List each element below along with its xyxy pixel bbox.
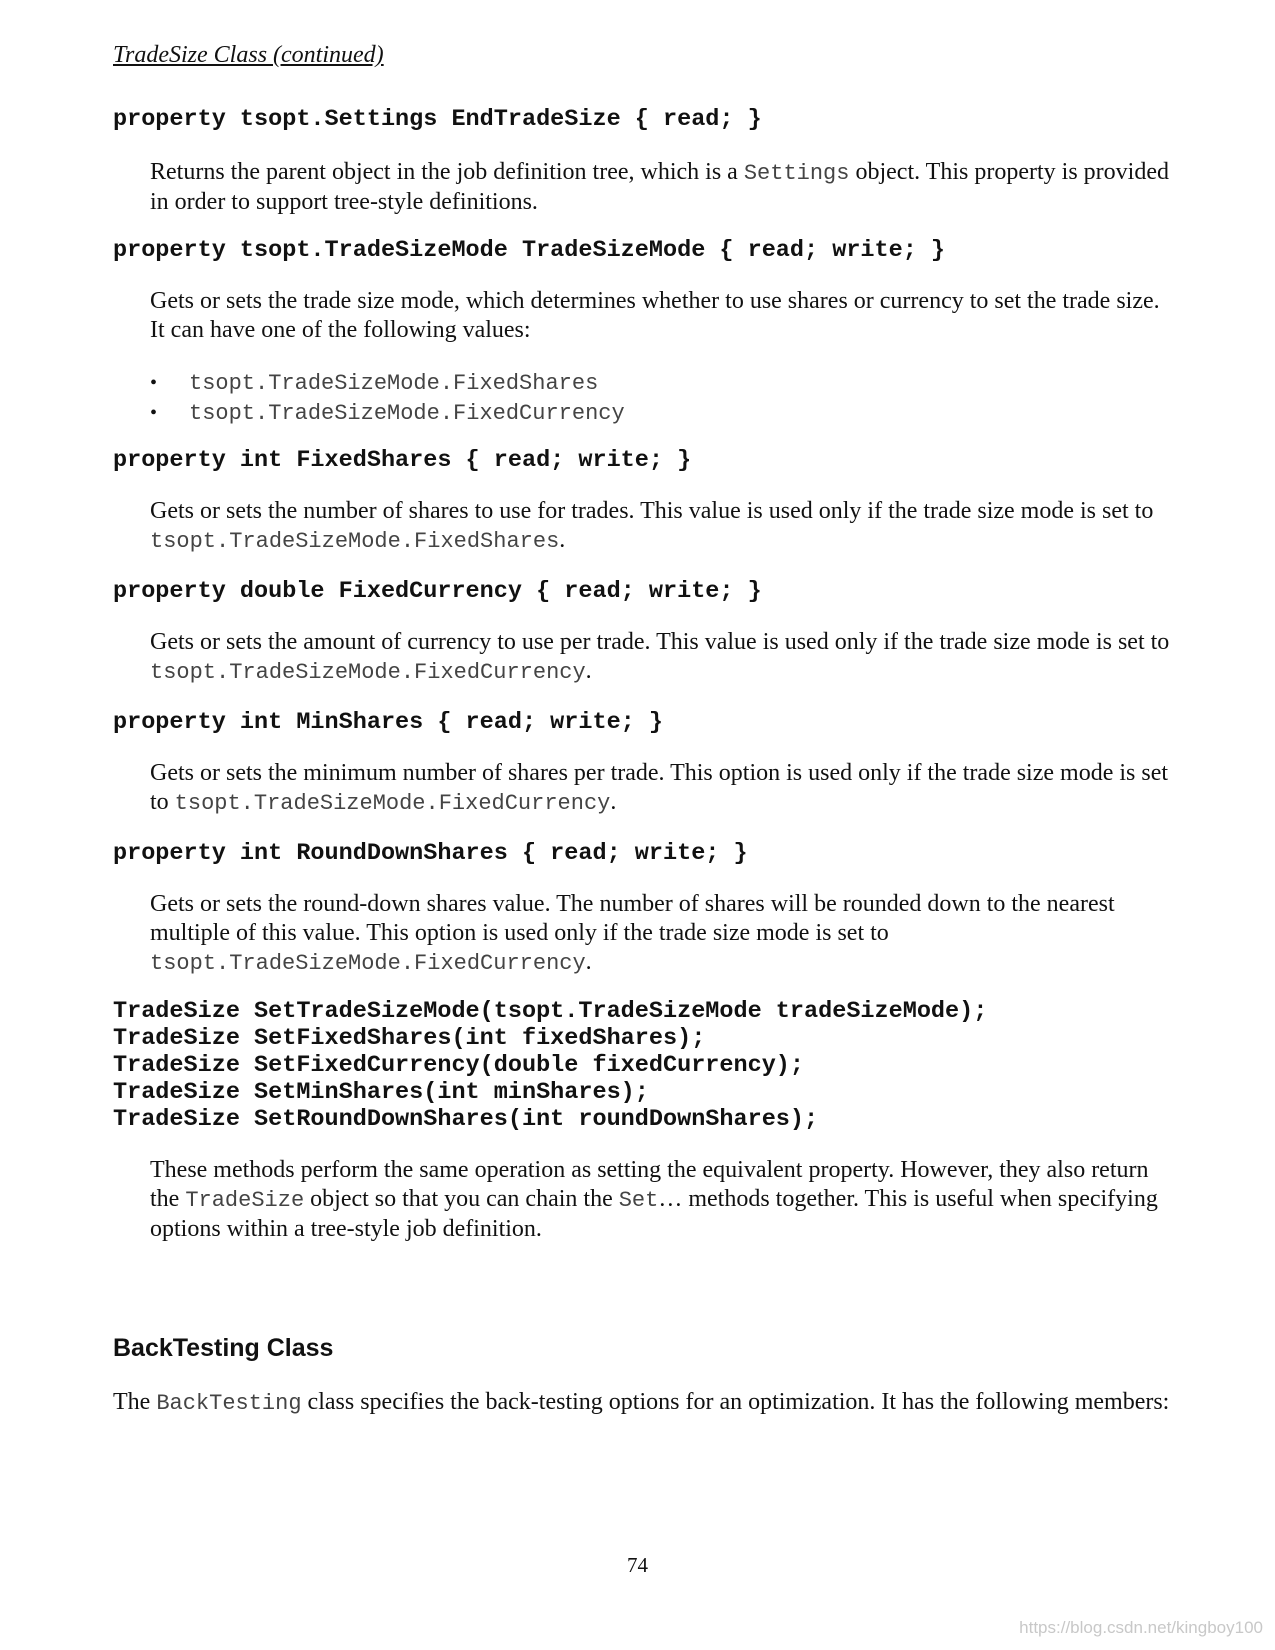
tradesizemode-values-list: [150, 368, 625, 428]
property-description-fixedcurrency: [150, 628, 1170, 687]
property-signature-minshares: property int MinShares { read; write; }: [113, 709, 663, 736]
list-item: [150, 398, 625, 428]
property-signature-tradesizemode: property tsopt.TradeSizeMode TradeSizeMode { read; write; }: [113, 237, 946, 264]
description-text: … methods together. This is useful when specifying options within a tree-style job definition.: [150, 1186, 1158, 1242]
property-description-fixedshares: [150, 497, 1170, 556]
property-signature-fixedcurrency: property double FixedCurrency { read; write; }: [113, 578, 762, 605]
method-signature-settradesizemode: TradeSize SetTradeSizeMode(tsopt.TradeSizeMode tradeSizeMode);: [113, 998, 988, 1025]
inline-code: tsopt.TradeSizeMode.FixedCurrency: [150, 660, 586, 685]
description-text: class specifies the back-testing options for an optimization. It has the following members:: [301, 1389, 1170, 1415]
bullet-icon: •: [150, 402, 158, 424]
description-text: Gets or sets the amount of currency to use per trade. This value is used only if the trade size mode is set to: [150, 629, 1170, 655]
property-signature-rounddownshares: property int RoundDownShares { read; write; }: [113, 840, 748, 867]
inline-code: tsopt.TradeSizeMode.FixedShares: [150, 529, 560, 554]
inline-code: BackTesting: [156, 1391, 302, 1416]
page-number: 74: [627, 1553, 648, 1577]
description-text: Gets or sets the minimum number of shares per trade. This option is used only if the trade size mode is set to: [150, 760, 1169, 815]
property-description-rounddownshares: [150, 890, 1170, 978]
description-text: Gets or sets the number of shares to use for trades. This value is used only if the trade size mode is set to: [150, 498, 1154, 524]
description-text: .: [610, 789, 617, 815]
description-text: object. This property is provided in order to support tree-style definitions.: [150, 159, 1169, 215]
description-text: Returns the parent object in the job definition tree, which is a: [150, 159, 744, 185]
inline-code: tsopt.TradeSizeMode.FixedCurrency: [150, 951, 586, 976]
bullet-icon: •: [150, 372, 158, 394]
inline-code: TradeSize: [185, 1188, 305, 1213]
methods-description: [150, 1156, 1170, 1244]
property-description-tradesizemode: [150, 287, 1170, 345]
list-item-code: tsopt.TradeSizeMode.FixedShares: [189, 371, 599, 396]
list-item: [150, 368, 625, 398]
inline-code: tsopt.TradeSizeMode.FixedCurrency: [174, 791, 611, 816]
running-head: TradeSize Class (continued): [113, 42, 384, 68]
property-description-endtradesize: [150, 158, 1170, 217]
inline-code: Set: [618, 1188, 659, 1213]
inline-code: Settings: [743, 161, 850, 186]
description-text: .: [585, 949, 592, 975]
description-text: Gets or sets the trade size mode, which determines whether to use shares or currency to set the trade size. It can have one of the following values:: [150, 288, 1160, 343]
description-text: .: [559, 527, 566, 553]
backtesting-intro: [113, 1388, 1173, 1418]
description-text: object so that you can chain the: [304, 1186, 619, 1212]
method-signature-setfixedshares: TradeSize SetFixedShares(int fixedShares);: [113, 1025, 706, 1052]
list-item-code: tsopt.TradeSizeMode.FixedCurrency: [189, 401, 625, 426]
property-description-minshares: [150, 759, 1170, 818]
section-heading-backtesting: BackTesting Class: [113, 1334, 334, 1362]
method-signature-setminshares: TradeSize SetMinShares(int minShares);: [113, 1079, 649, 1106]
method-signature-setfixedcurrency: TradeSize SetFixedCurrency(double fixedCurrency);: [113, 1052, 805, 1079]
watermark: https://blog.csdn.net/kingboy100: [1019, 1618, 1263, 1637]
property-signature-endtradesize: property tsopt.Settings EndTradeSize { read; }: [113, 106, 762, 133]
description-text: The: [113, 1389, 157, 1415]
description-text: These methods perform the same operation as setting the equivalent property. However, they also return the: [150, 1157, 1149, 1212]
description-text: Gets or sets the round-down shares value. The number of shares will be rounded down to the nearest multiple of this value. This option is used only if the trade size mode is set to: [150, 891, 1115, 946]
property-signature-fixedshares: property int FixedShares { read; write; }: [113, 447, 692, 474]
method-signature-setrounddownshares: TradeSize SetRoundDownShares(int roundDownShares);: [113, 1106, 819, 1133]
description-text: .: [585, 658, 592, 684]
